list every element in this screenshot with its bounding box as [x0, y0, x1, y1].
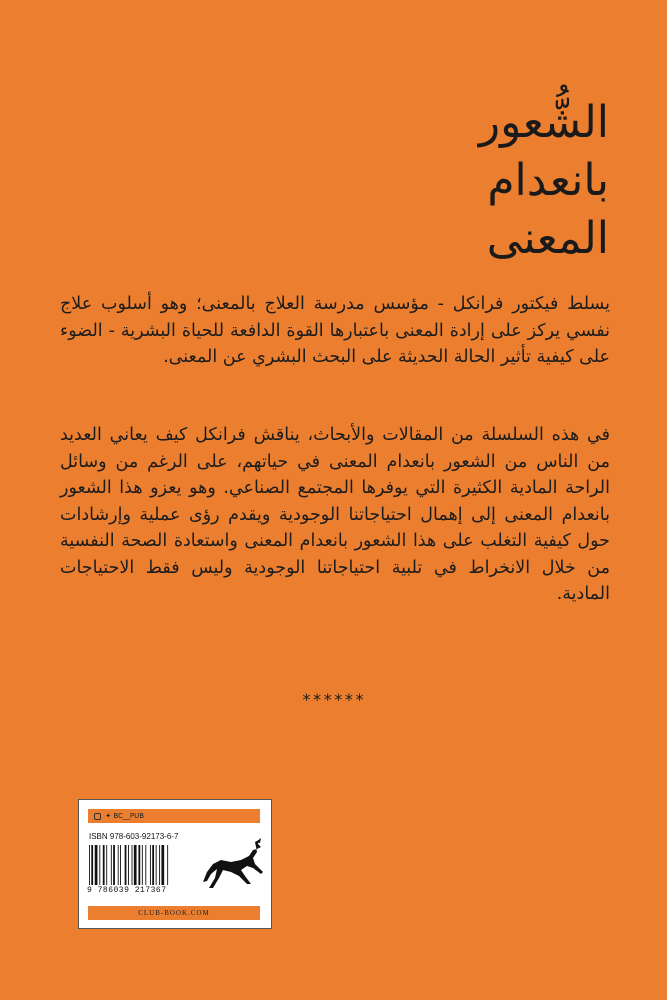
- title-line-1: الشُّعور: [478, 97, 609, 148]
- blurb-paragraph-2: في هذه السلسلة من المقالات والأبحاث، يناقش فرانكل كيف يعاني العديد من الناس من الشعور بانعدام المعنى في حياتهم، على الرغم من وسائل الراحة المادية الكثيرة التي يوفرها المجتمع الصناعي. وهو يعزو هذا الشعور بانعدام المعنى إلى إهمال احتياجاتنا الوجودية ويقدم رؤى عملية وإرشادات حول كيفية التغلب على هذا الشعور بانعدام المعنى واستعادة الصحة النفسية من خلال الانخراط في تلبية احتياجاتنا الوجودية وليس فقط الاحتياجات المادية.: [60, 425, 610, 604]
- social-handle: BC__PUB: [113, 812, 145, 820]
- book-title: [479, 94, 609, 268]
- isbn-label: ISBN 978-603-92173-6-7: [89, 832, 179, 841]
- title-line-3: المعنى: [486, 213, 609, 264]
- barcode: [89, 845, 193, 885]
- twitter-icon: ✦: [105, 812, 112, 820]
- website-bar: CLUB-BOOK.COM: [88, 906, 260, 920]
- gazelle-logo-icon: [201, 838, 265, 892]
- title-line-2: بانعدام: [487, 155, 609, 206]
- barcode-panel: [78, 799, 272, 929]
- instagram-icon: [94, 813, 101, 820]
- barcode-digits: 9 786039 217367: [87, 886, 167, 895]
- blurb-paragraph-1: يسلط فيكتور فرانكل - مؤسس مدرسة العلاج بالمعنى؛ وهو أسلوب علاج نفسي يركز على إرادة المعنى باعتبارها القوة الدافعة للحياة البشرية - الضوء على كيفية تأثير الحالة الحديثة على البحث البشري عن المعنى.: [60, 294, 610, 367]
- separator-stars: ******: [301, 690, 366, 709]
- social-bar: [88, 809, 260, 823]
